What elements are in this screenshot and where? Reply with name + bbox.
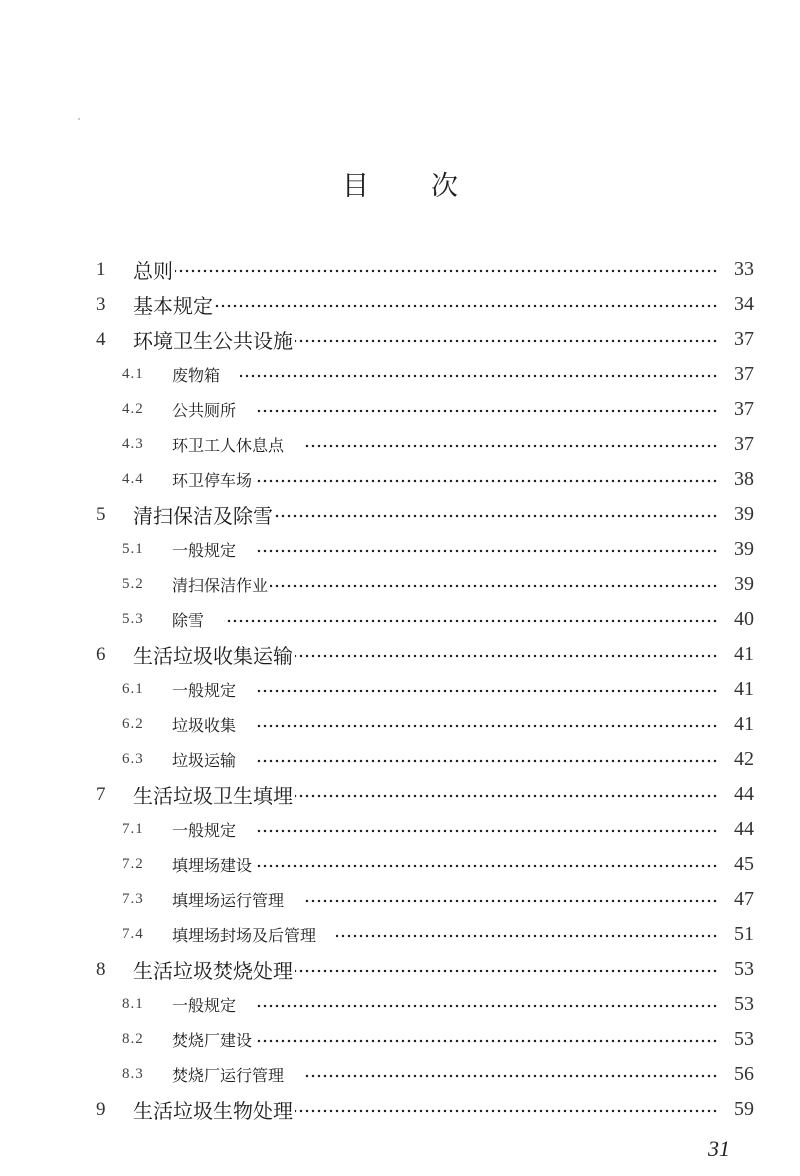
toc-entry-label: 垃圾运输 bbox=[172, 751, 237, 770]
toc-entry-number: 5.1 bbox=[122, 541, 144, 557]
toc-section-entry[interactable] bbox=[0, 602, 800, 637]
dot-leader bbox=[256, 689, 718, 693]
toc-entry-page: 39 bbox=[734, 503, 754, 525]
dot-leader bbox=[304, 899, 718, 903]
dot-leader bbox=[175, 269, 718, 273]
toc-entry-label: 焚烧厂运行管理 bbox=[172, 1066, 285, 1085]
page-number: 31 bbox=[708, 1136, 730, 1161]
toc-entry-number: 9 bbox=[96, 1098, 106, 1120]
toc-chapter-entry[interactable] bbox=[0, 637, 800, 672]
toc-entry-number: 4.4 bbox=[122, 471, 144, 487]
toc-entry-label: 公共厕所 bbox=[172, 401, 237, 420]
toc-entry-number: 3 bbox=[96, 293, 106, 315]
toc-section-entry[interactable] bbox=[0, 1057, 800, 1092]
toc-entry-number: 4.1 bbox=[122, 366, 144, 382]
toc-entry-page: 44 bbox=[734, 818, 754, 840]
toc-entry-page: 44 bbox=[734, 783, 754, 805]
toc-entry-number: 6.2 bbox=[122, 716, 144, 732]
toc-entry-page: 39 bbox=[734, 538, 754, 560]
toc-entry-page: 39 bbox=[734, 573, 754, 595]
dot-leader bbox=[240, 374, 718, 378]
toc-entry-page: 45 bbox=[734, 853, 754, 875]
dot-leader bbox=[256, 759, 718, 763]
toc-entry-page: 37 bbox=[734, 398, 754, 420]
toc-entry-page: 37 bbox=[734, 433, 754, 455]
toc-entry-number: 5.2 bbox=[122, 576, 144, 592]
toc-section-entry[interactable] bbox=[0, 392, 800, 427]
toc-entry-label: 填埋场封场及后管理 bbox=[172, 926, 317, 945]
toc-entry-number: 4 bbox=[96, 328, 106, 350]
toc-entry-page: 56 bbox=[734, 1063, 754, 1085]
toc-chapter-entry[interactable] bbox=[0, 497, 800, 532]
toc-entry-page: 37 bbox=[734, 328, 754, 350]
toc-entry-label: 焚烧厂建设 bbox=[172, 1031, 253, 1050]
toc-section-entry[interactable] bbox=[0, 672, 800, 707]
toc-chapter-entry[interactable] bbox=[0, 322, 800, 357]
dot-leader bbox=[275, 514, 718, 518]
scan-speck bbox=[78, 118, 80, 120]
toc-entry-label: 一般规定 bbox=[172, 681, 237, 700]
toc-entry-page: 51 bbox=[734, 923, 754, 945]
dot-leader bbox=[224, 619, 718, 623]
toc-entry-label: 生活垃圾生物处理 bbox=[133, 1099, 293, 1123]
toc-entry-number: 6.3 bbox=[122, 751, 144, 767]
dot-leader bbox=[256, 724, 718, 728]
toc-entry-label: 环卫停车场 bbox=[172, 471, 253, 490]
toc-entry-label: 一般规定 bbox=[172, 996, 237, 1015]
dot-leader bbox=[254, 479, 718, 483]
toc-entry-number: 6 bbox=[96, 643, 106, 665]
toc-entry-page: 53 bbox=[734, 993, 754, 1015]
toc-entry-page: 59 bbox=[734, 1098, 754, 1120]
dot-leader bbox=[256, 829, 718, 833]
toc-entry-number: 8 bbox=[96, 958, 106, 980]
dot-leader bbox=[304, 444, 718, 448]
toc-entry-number: 7 bbox=[96, 783, 106, 805]
dot-leader bbox=[256, 549, 718, 553]
dot-leader bbox=[254, 1039, 718, 1043]
toc-entry-page: 33 bbox=[734, 258, 754, 280]
toc-section-entry[interactable] bbox=[0, 462, 800, 497]
toc-entry-label: 生活垃圾收集运输 bbox=[133, 644, 293, 668]
toc-entry-label: 一般规定 bbox=[172, 821, 237, 840]
toc-entry-label: 废物箱 bbox=[172, 366, 221, 385]
toc-entry-number: 7.1 bbox=[122, 821, 144, 837]
toc-entry-number: 4.2 bbox=[122, 401, 144, 417]
toc-section-entry[interactable] bbox=[0, 917, 800, 952]
toc-entry-number: 4.3 bbox=[122, 436, 144, 452]
toc-section-entry[interactable] bbox=[0, 1022, 800, 1057]
toc-entry-label: 一般规定 bbox=[172, 541, 237, 560]
toc-section-entry[interactable] bbox=[0, 532, 800, 567]
toc-entry-label: 生活垃圾卫生填埋 bbox=[133, 784, 293, 808]
toc-entry-label: 环卫工人休息点 bbox=[172, 436, 285, 455]
toc-chapter-entry[interactable] bbox=[0, 252, 800, 287]
toc-entry-number: 1 bbox=[96, 258, 106, 280]
dot-leader bbox=[304, 1074, 718, 1078]
toc-entry-number: 7.4 bbox=[122, 926, 144, 942]
toc-entry-page: 53 bbox=[734, 1028, 754, 1050]
toc-section-entry[interactable] bbox=[0, 742, 800, 777]
dot-leader bbox=[295, 654, 718, 658]
toc-entry-label: 总则 bbox=[133, 259, 173, 283]
dot-leader bbox=[256, 1004, 718, 1008]
toc-entry-number: 8.2 bbox=[122, 1031, 144, 1047]
dot-leader bbox=[270, 584, 718, 588]
toc-entry-page: 41 bbox=[734, 643, 754, 665]
dot-leader bbox=[295, 1109, 718, 1113]
toc-entry-page: 41 bbox=[734, 713, 754, 735]
toc-entry-page: 37 bbox=[734, 363, 754, 385]
toc-entry-label: 基本规定 bbox=[133, 294, 213, 318]
dot-leader bbox=[215, 304, 718, 308]
toc-entry-number: 8.1 bbox=[122, 996, 144, 1012]
toc-entry-label: 垃圾收集 bbox=[172, 716, 237, 735]
toc-entry-page: 40 bbox=[734, 608, 754, 630]
page-title: 目次 bbox=[342, 171, 520, 202]
toc-section-entry[interactable] bbox=[0, 847, 800, 882]
toc-entry-page: 42 bbox=[734, 748, 754, 770]
toc-entry-label: 生活垃圾焚烧处理 bbox=[133, 959, 293, 983]
toc-entry-page: 34 bbox=[734, 293, 754, 315]
toc-entry-number: 7.3 bbox=[122, 891, 144, 907]
dot-leader bbox=[295, 339, 718, 343]
dot-leader bbox=[254, 864, 718, 868]
toc-entry-number: 7.2 bbox=[122, 856, 144, 872]
toc-section-entry[interactable] bbox=[0, 567, 800, 602]
toc-section-entry[interactable] bbox=[0, 812, 800, 847]
dot-leader bbox=[256, 409, 718, 413]
toc-entry-label: 填埋场建设 bbox=[172, 856, 253, 875]
dot-leader bbox=[295, 969, 718, 973]
toc-entry-number: 6.1 bbox=[122, 681, 144, 697]
toc-entry-label: 除雪 bbox=[172, 611, 205, 630]
toc-chapter-entry[interactable] bbox=[0, 952, 800, 987]
toc-entry-page: 47 bbox=[734, 888, 754, 910]
table-of-contents bbox=[0, 252, 800, 1127]
toc-section-entry[interactable] bbox=[0, 707, 800, 742]
dot-leader bbox=[336, 934, 718, 938]
toc-section-entry[interactable] bbox=[0, 357, 800, 392]
toc-entry-page: 53 bbox=[734, 958, 754, 980]
toc-entry-number: 5 bbox=[96, 503, 106, 525]
toc-entry-number: 8.3 bbox=[122, 1066, 144, 1082]
toc-entry-page: 38 bbox=[734, 468, 754, 490]
toc-entry-page: 41 bbox=[734, 678, 754, 700]
toc-entry-number: 5.3 bbox=[122, 611, 144, 627]
dot-leader bbox=[295, 794, 718, 798]
toc-section-entry[interactable] bbox=[0, 427, 800, 462]
toc-entry-label: 填埋场运行管理 bbox=[172, 891, 285, 910]
toc-section-entry[interactable] bbox=[0, 882, 800, 917]
toc-entry-label: 环境卫生公共设施 bbox=[133, 329, 293, 353]
toc-section-entry[interactable] bbox=[0, 987, 800, 1022]
toc-chapter-entry[interactable] bbox=[0, 287, 800, 322]
toc-chapter-entry[interactable] bbox=[0, 1092, 800, 1127]
toc-chapter-entry[interactable] bbox=[0, 777, 800, 812]
toc-entry-label: 清扫保洁及除雪 bbox=[133, 504, 273, 528]
toc-entry-label: 清扫保洁作业 bbox=[172, 576, 269, 595]
